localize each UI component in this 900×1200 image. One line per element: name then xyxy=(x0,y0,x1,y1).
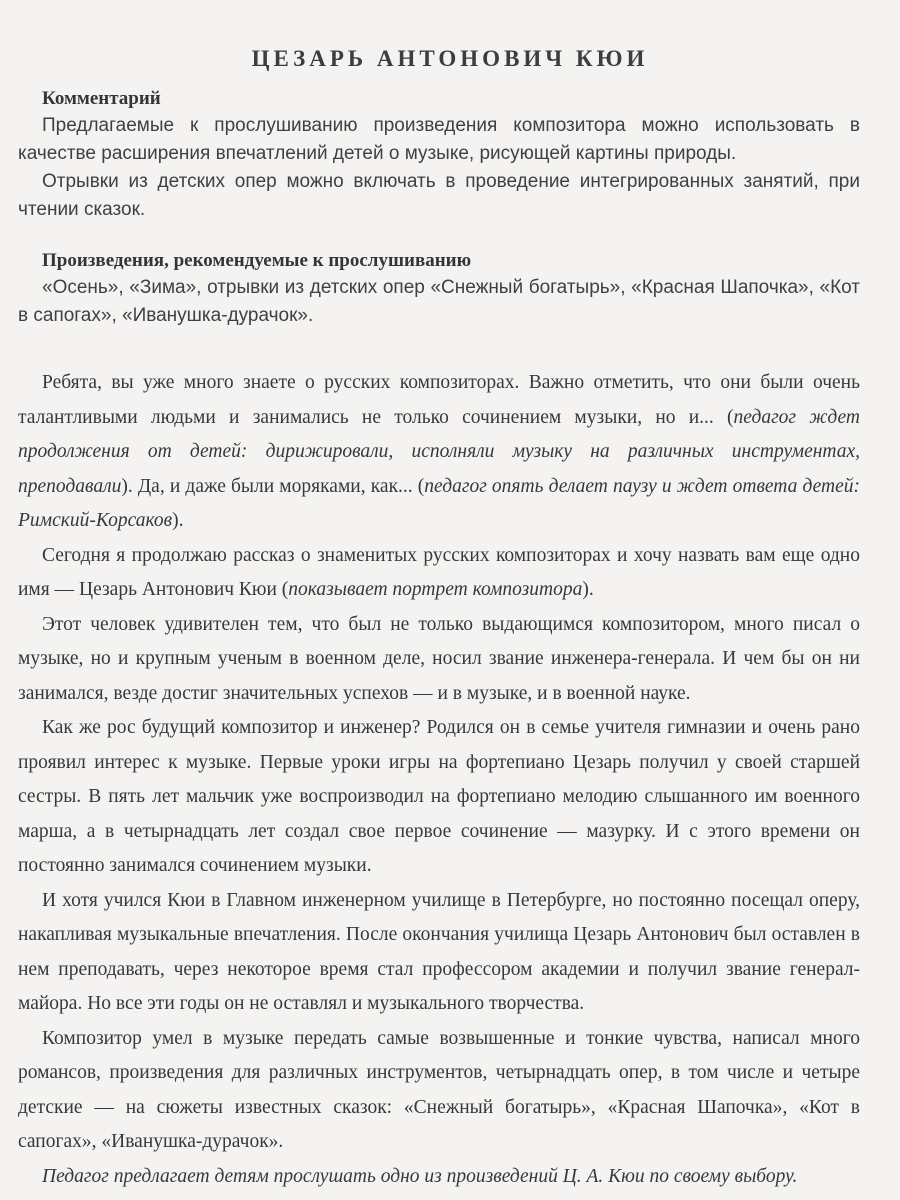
works-heading: Произведения, рекомендуемые к прослушиванию xyxy=(42,250,472,271)
body-paragraph-6: Композитор умел в музыке передать самые возвышенные и тонкие чувства, написал много романсов, произведения для различных инструментов, четырнадцать опер, в том числе и четыре детские — на сюжеты известных сказок: «Снежный богатырь», «Красная Шапочка», «Кот в сапогах», «Иванушка-дурачок». xyxy=(18,1027,860,1152)
works-section xyxy=(18,248,860,330)
body-paragraph-5: И хотя учился Кюи в Главном инженерном училище в Петербурге, но постоянно посещал оперу, накапливая музыкальные впечатления. После окончания училища Цезарь Антонович был оставлен в нем преподавать, через некоторое время стал профессором академии и получил звание генерал-майора. Но все эти годы он не оставлял и музыкального творчества. xyxy=(18,889,860,1014)
body-paragraph-2 xyxy=(18,539,860,608)
commentary-paragraph-2: Отрывки из детских опер можно включать в проведение интегрированных занятий, при чтении сказок. xyxy=(18,171,860,220)
commentary-heading: Комментарий xyxy=(42,88,161,109)
teacher-note-3: показывает портрет композитора xyxy=(288,579,583,600)
teacher-note-2: педагог опять делает паузу и ждет ответа детей: Римский-Корсаков xyxy=(18,475,860,531)
body-paragraph-1-text-e: ). xyxy=(172,510,184,531)
page-title: ЦЕЗАРЬ АНТОНОВИЧ КЮИ xyxy=(251,46,649,71)
body-paragraph-2-text-c: ). xyxy=(582,579,594,600)
body-paragraph-3: Этот человек удивителен тем, что был не только выдающимся композитором, много писал о музыке, но и крупным ученым в военном деле, носил звание инженера-генерала. И чем бы он ни занимался, везде достиг значительных успехов — и в музыке, и в военной науке. xyxy=(18,613,860,704)
body-paragraph-4: Как же рос будущий композитор и инженер? Родился он в семье учителя гимназии и очень рано проявил интерес к музыке. Первые уроки игры на фортепиано Цезарь получил у своей старшей сестры. В пять лет мальчик уже воспроизводил на фортепиано мелодию слышанного им военного марша, а в четырнадцать лет создал свое первое сочинение — мазурку. И с этого времени он постоянно занимался сочинением музыки. xyxy=(18,717,860,876)
teacher-note-1: педагог ждет продолжения от детей: дирижировали, исполняли музыку на различных инструментах, преподавали xyxy=(18,406,860,497)
body-paragraph-1 xyxy=(18,366,860,539)
main-text xyxy=(18,366,860,1194)
body-paragraph-1-text-c: ). Да, и даже были моряками, как... ( xyxy=(121,475,425,497)
closing-instruction: Педагог предлагает детям прослушать одно из произведений Ц. А. Кюи по своему выбору. xyxy=(42,1165,798,1187)
commentary-section xyxy=(18,86,860,224)
works-list: «Осень», «Зима», отрывки из детских опер «Снежный богатырь», «Красная Шапочка», «Кот в сапогах», «Иванушка-дурачок». xyxy=(18,277,860,326)
body-paragraph-1-text-a: Ребята, вы уже много знаете о русских композиторах. Важно отметить, что они были очень талантливыми людьми и занимались не только сочинением музыки, но и... ( xyxy=(18,372,860,428)
commentary-paragraph-1: Предлагаемые к прослушиванию произведения композитора можно использовать в качестве расширения впечатлений детей о музыке, рисующей картины природы. xyxy=(18,115,860,164)
body-paragraph-2-text-a: Сегодня я продолжаю рассказ о знаменитых русских композиторах и хочу назвать вам еще одно имя — Цезарь Антонович Кюи ( xyxy=(18,544,860,600)
